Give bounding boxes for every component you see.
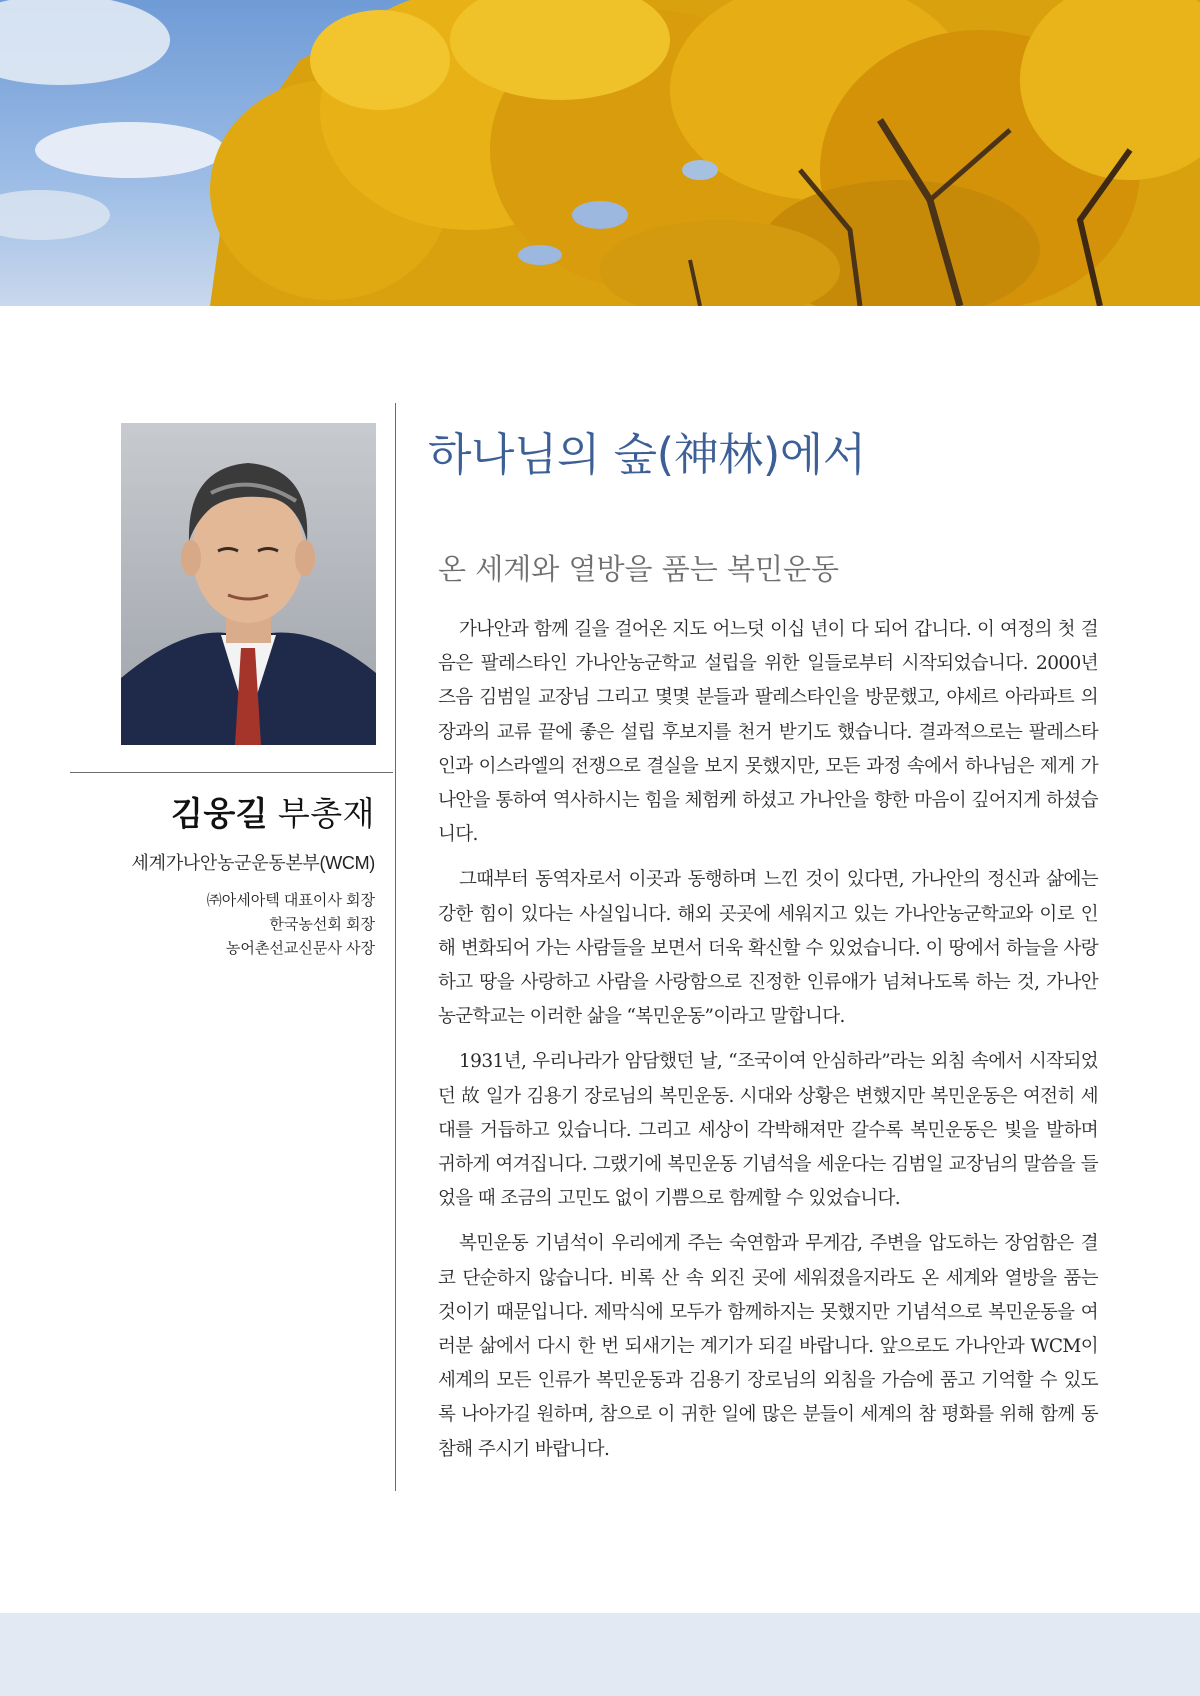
article-title: 하나님의 숲(神林)에서 — [428, 428, 866, 481]
role-line: 농어촌선교신문사 사장 — [225, 940, 375, 957]
person-organization: 세계가나안농군운동본부(WCM) — [131, 853, 375, 873]
portrait-photo — [121, 423, 376, 745]
ginkgo-tree-image — [0, 0, 1200, 306]
divider-horizontal — [70, 772, 393, 773]
body-paragraph: 1931년, 우리나라가 암담했던 날, “조국이여 안심하라”라는 외침 속에서 시작되었던 故 일가 김용기 장로님의 복민운동. 시대와 상황은 변했지만 복민운동은 여전히 세대를 거듭하고 있습니다. 그리고 세상이 각박해져만 갈수록 복민운동은 빛을 발하며 귀하게 여겨집니다. 그랬기에 복민운동 기념석을 세운다는 김범일 교장님의 말씀을 들었을 때 조금의 고민도 없이 기쁨으로 함께할 수 있었습니다. — [438, 1051, 1098, 1210]
divider-vertical — [395, 403, 396, 1491]
header-photo — [0, 0, 1200, 306]
person-title: 부총재 — [277, 795, 375, 832]
article-body — [438, 613, 1098, 1478]
role-line: ㈜아세아텍 대표이사 회장 — [206, 892, 375, 909]
article-subtitle: 온 세계와 열방을 품는 복민운동 — [438, 552, 840, 586]
role-line: 한국농선회 회장 — [269, 916, 375, 933]
person-roles — [207, 889, 375, 961]
footer-band — [0, 1613, 1200, 1696]
person-name — [171, 788, 375, 835]
body-paragraph: 그때부터 동역자로서 이곳과 동행하며 느낀 것이 있다면, 가나안의 정신과 삶에는 강한 힘이 있다는 사실입니다. 해외 곳곳에 세워지고 있는 가나안농군학교와 이로 인해 변화되어 가는 사람들을 보면서 더욱 확신할 수 있었습니다. 이 땅에서 하늘을 사랑하고 땅을 사랑하고 사람을 사랑함으로 진정한 인류애가 넘쳐나도록 하는 것, 가나안농군학교는 이러한 삶을 “복민운동”이라고 말합니다. — [438, 869, 1098, 1028]
body-paragraph: 복민운동 기념석이 우리에게 주는 숙연함과 무게감, 주변을 압도하는 장엄함은 결코 단순하지 않습니다. 비록 산 속 외진 곳에 세워졌을지라도 온 세계와 열방을 품는 것이기 때문입니다. 제막식에 모두가 함께하지는 못했지만 기념석으로 복민운동을 여러분 삶에서 다시 한 번 되새기는 계기가 되길 바랍니다. 앞으로도 가나안과 WCM이 세계의 모든 인류가 복민운동과 김용기 장로님의 외침을 가슴에 품고 기억할 수 있도록 나아가길 원하며, 참으로 이 귀한 일에 많은 분들이 세계의 참 평화를 위해 함께 동참해 주시기 바랍니다. — [438, 1233, 1098, 1460]
body-paragraph: 가나안과 함께 길을 걸어온 지도 어느덧 이십 년이 다 되어 갑니다. 이 여정의 첫 걸음은 팔레스타인 가나안농군학교 설립을 위한 일들로부터 시작되었습니다. 2000년 즈음 김범일 교장님 그리고 몇몇 분들과 팔레스타인을 방문했고, 야세르 아라파트 의장과의 교류 끝에 좋은 설립 후보지를 천거 받기도 했습니다. 결과적으로는 팔레스타인과 이스라엘의 전쟁으로 결실을 보지 못했지만, 모든 과정 속에서 하나님은 제게 가나안을 통하여 역사하시는 힘을 체험케 하셨고 가나안을 향한 마음이 깊어지게 하셨습니다. — [438, 619, 1098, 846]
person-surname: 김웅길 — [171, 795, 269, 832]
